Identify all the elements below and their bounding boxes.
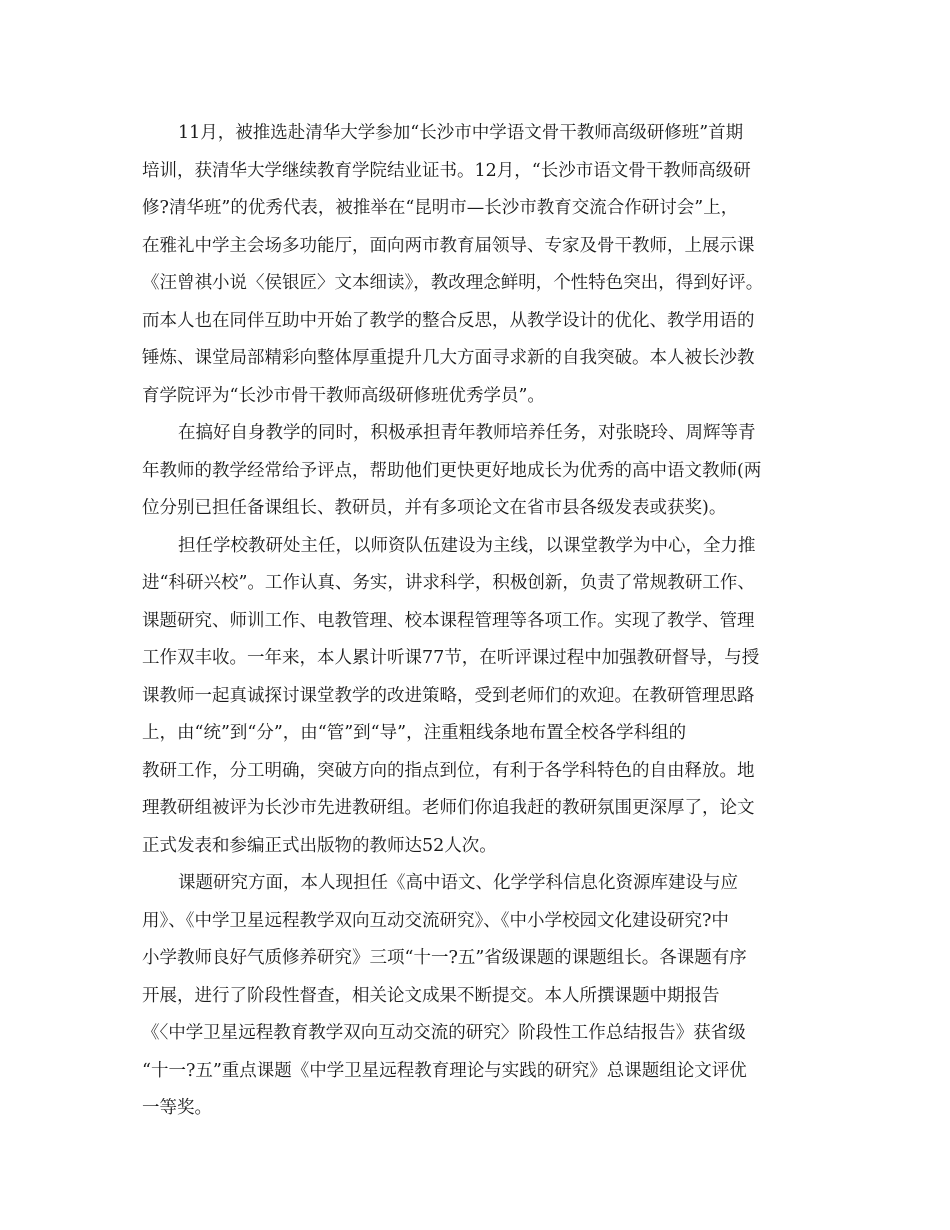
text-line: “十一?五”重点课题《中学卫星远程教育理论与实践的研究》总课题组论文评优	[142, 1060, 747, 1081]
text-line: 而本人也在同伴互助中开始了教学的整合反思，从教学设计的优化、教学用语的	[142, 310, 755, 331]
text-line: 上，由“统”到“分”，由“管”到“导”，注重粗线条地布置全校各学科组的	[142, 723, 687, 743]
text-line: 课题研究方面，本人现担任《高中语文、化学学科信息化资源库建设与应	[178, 873, 738, 893]
text-line: 11月，被推选赴清华大学参加“长沙市中学语文骨干教师高级研修班”首期	[178, 123, 744, 143]
text-line: 正式发表和参编正式出版物的教师达52人次。	[142, 835, 497, 856]
text-line: 育学院评为“长沙市骨干教师高级研修班优秀学员”。	[142, 385, 545, 406]
paragraph-4	[142, 865, 808, 1128]
text-line: 用》、《中学卫星远程教学双向互动交流研究》、《中小学校园文化建设研究?中	[142, 910, 729, 931]
text-line: 修?清华班”的优秀代表，被推举在“昆明市—长沙市教育交流合作研讨会”上，	[142, 198, 739, 218]
text-line: 小学教师良好气质修养研究》三项“十一?五”省级课题的课题组长。各课题有序	[142, 948, 747, 968]
text-line: 《汪曾祺小说〈侯银匠〉文本细读》，教改理念鲜明，个性特色突出，得到好评。	[142, 273, 764, 293]
text-line: 教研工作，分工明确，突破方向的指点到位，有利于各学科特色的自由释放。地	[142, 760, 755, 781]
text-line: 课题研究、师训工作、电教管理、校本课程管理等各项工作。实现了教学、管理	[142, 610, 755, 631]
text-line: 担任学校教研处主任，以师资队伍建设为主线，以课堂教学为中心，全力推	[178, 535, 756, 556]
text-line: 锤炼、课堂局部精彩向整体厚重提升几大方面寻求新的自我突破。本人被长沙教	[142, 348, 755, 368]
text-line: 进“科研兴校”。工作认真、务实，讲求科学，积极创新，负责了常规教研工作、	[142, 573, 755, 593]
text-line: 年教师的教学经常给予评点，帮助他们更快更好地成长为优秀的高中语文教师(两	[142, 460, 762, 481]
text-line: 位分别已担任备课组长、教研员，并有多项论文在省市县各级发表或获奖)。	[142, 498, 727, 518]
document-body	[142, 115, 808, 1128]
text-line: 开展，进行了阶段性督查，相关论文成果不断提交。本人所撰课题中期报告	[142, 985, 720, 1006]
text-line: 课教师一起真诚探讨课堂教学的改进策略，受到老师们的欢迎。在教研管理思路	[142, 685, 755, 706]
text-line: 在搞好自身教学的同时，积极承担青年教师培养任务，对张晓玲、周辉等青	[178, 423, 756, 443]
text-line: 工作双丰收。一年来，本人累计听课77节，在听评课过程中加强教研督导，与授	[142, 648, 760, 668]
paragraph-2	[142, 415, 808, 528]
text-line: 一等奖。	[142, 1098, 212, 1118]
text-line: 理教研组被评为长沙市先进教研组。老师们你追我赶的教研氛围更深厚了，论文	[142, 798, 755, 818]
text-line: 在雅礼中学主会场多功能厅，面向两市教育届领导、专家及骨干教师，上展示课	[142, 235, 755, 256]
paragraph-1	[142, 115, 808, 415]
paragraph-3	[142, 528, 808, 866]
text-line: 培训，获清华大学继续教育学院结业证书。12月，“长沙市语文骨干教师高级研	[142, 160, 751, 181]
text-line: 《〈中学卫星远程教育教学双向互动交流的研究〉阶段性工作总结报告》获省级	[142, 1023, 746, 1043]
